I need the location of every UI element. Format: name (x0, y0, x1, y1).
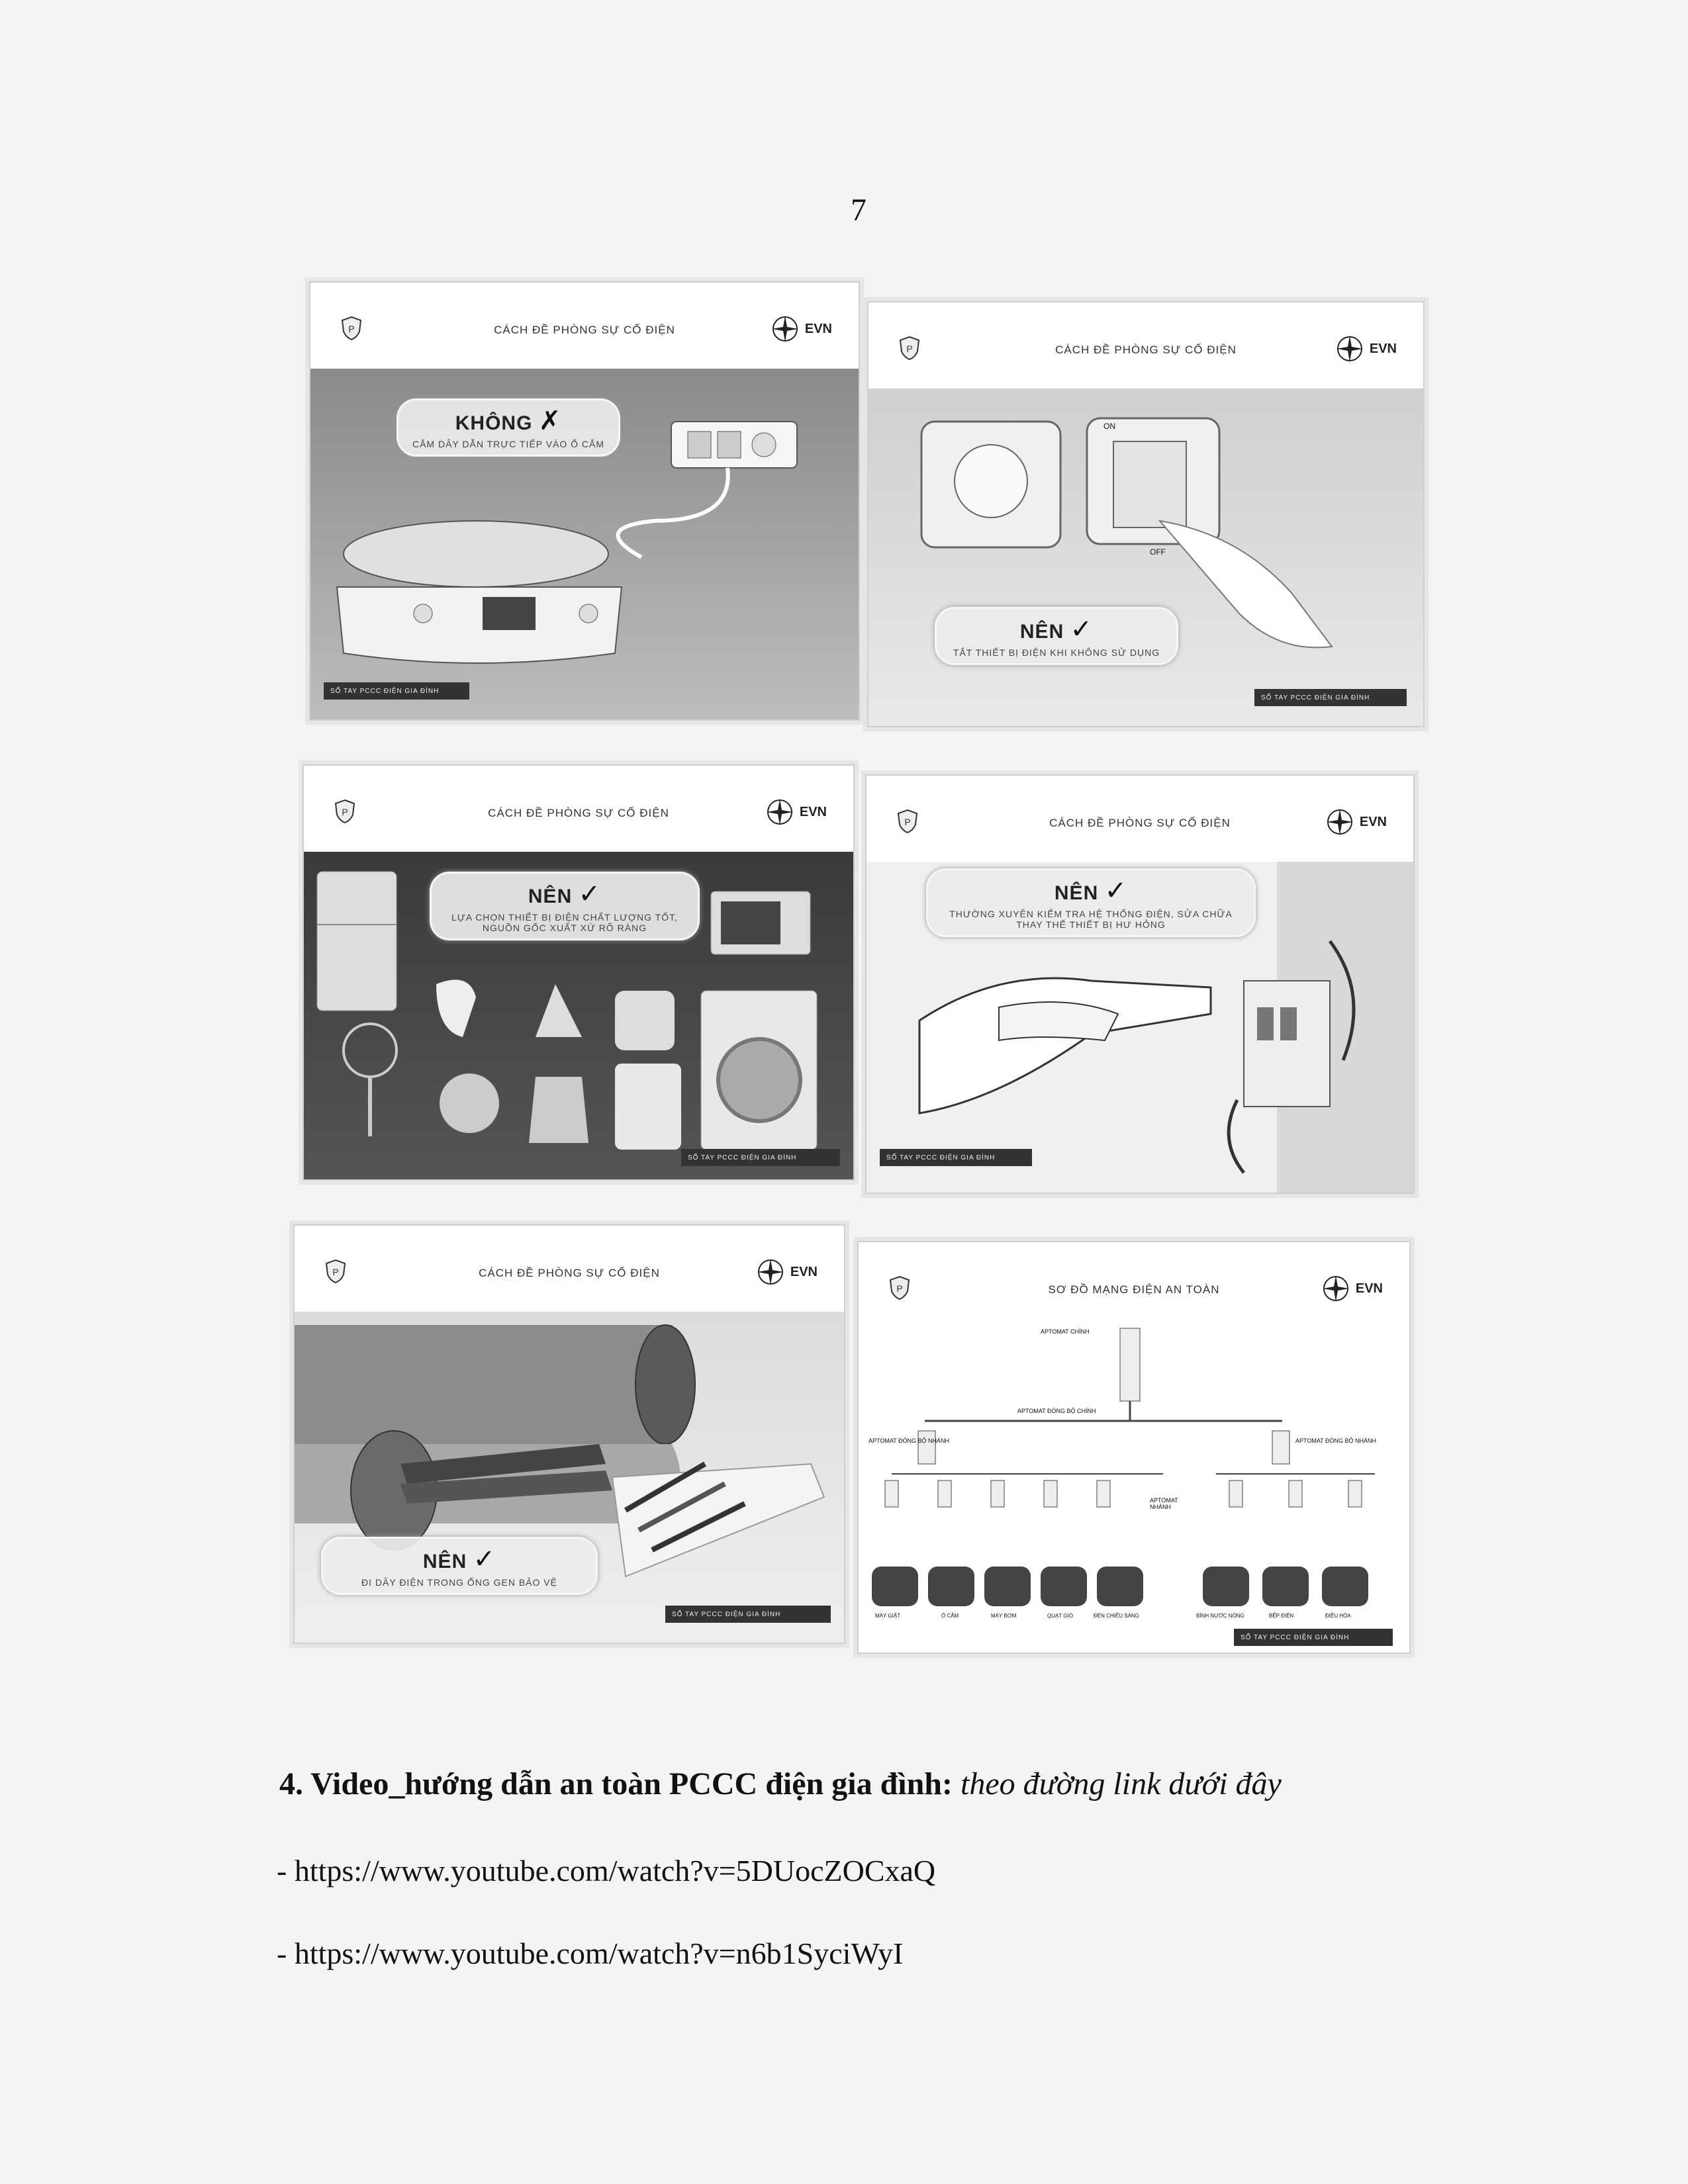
evn-text: EVN (1355, 1281, 1383, 1296)
footer-bar (880, 1149, 1032, 1166)
slide-header (295, 1226, 844, 1313)
evn-logo (765, 797, 827, 827)
device-label: BẾP ĐIỆN (1269, 1613, 1294, 1619)
slide-title: CÁCH ĐỀ PHÒNG SỰ CỐ ĐIỆN (1049, 817, 1231, 829)
check-icon: ✓ (1070, 615, 1094, 644)
slide-illustration (295, 1312, 844, 1643)
video-link-2[interactable]: - https://www.youtube.com/watch?v=n6b1SyciWyI (277, 1936, 904, 1970)
slide-header (868, 302, 1423, 390)
check-icon: ✓ (473, 1545, 496, 1574)
evn-logo (1325, 807, 1387, 837)
slide-header (304, 766, 853, 853)
callout-heading (939, 876, 1243, 906)
callout-text: ĐI DÂY ĐIỆN TRONG ỐNG GEN BẢO VỆ (361, 1577, 557, 1588)
cross-icon: ✗ (538, 406, 562, 435)
device-labels (859, 1613, 1409, 1626)
callout-text: THƯỜNG XUYÊN KIỂM TRA HỆ THỐNG ĐIỆN, SỬA CHỮA THAY THẾ THIẾT BỊ HƯ HỎNG (949, 909, 1233, 930)
callout-text: CẮM DÂY DẪN TRỰC TIẾP VÀO Ổ CẮM (412, 439, 605, 449)
footer-text: SỔ TAY PCCC ĐIỆN GIA ĐÌNH (688, 1154, 797, 1161)
footer-text: SỔ TAY PCCC ĐIỆN GIA ĐÌNH (330, 687, 440, 695)
slide-illustration (867, 862, 1413, 1193)
slide-choose-quality-devices (303, 764, 855, 1181)
wiring-diagram-lines (859, 1322, 1409, 1653)
evn-star-icon (1335, 334, 1364, 363)
callout-heading-text: NÊN (1054, 882, 1099, 904)
callout-heading-text: NÊN (528, 886, 573, 907)
switch-on-label: ON (1103, 422, 1115, 431)
footer-bar (324, 682, 469, 700)
slide-title: CÁCH ĐỀ PHÒNG SỰ CỐ ĐIỆN (494, 324, 675, 336)
evn-text: EVN (804, 321, 832, 336)
label-main-breaker: APTOMAT CHÍNH (1041, 1328, 1090, 1335)
device-label: ĐIỀU HÒA (1325, 1613, 1351, 1619)
slide-conduit-wiring (293, 1224, 845, 1644)
callout-heading-text: NÊN (422, 1551, 467, 1572)
evn-text: EVN (799, 804, 827, 819)
device-label: QUẠT GIÓ (1047, 1613, 1073, 1619)
evn-star-icon (1325, 807, 1354, 837)
slide-safe-network-diagram (857, 1241, 1411, 1654)
slide-title: CÁCH ĐỀ PHÒNG SỰ CỐ ĐIỆN (488, 807, 669, 819)
callout-box (397, 398, 620, 457)
callout-heading (442, 879, 687, 909)
video-link-1[interactable]: - https://www.youtube.com/watch?v=5DUocZOCxaQ (277, 1854, 936, 1888)
slide-turn-off-devices (867, 301, 1425, 727)
footer-bar (1254, 689, 1407, 706)
slide-header (310, 283, 859, 370)
callout-heading-text: NÊN (1019, 621, 1064, 643)
callout-heading (334, 1544, 585, 1574)
footer-bar (665, 1606, 831, 1623)
footer-text: SỔ TAY PCCC ĐIỆN GIA ĐÌNH (672, 1610, 781, 1618)
evn-text: EVN (1369, 341, 1397, 356)
callout-box (321, 1537, 598, 1595)
callout-box (935, 607, 1178, 665)
slide-title: CÁCH ĐỀ PHÒNG SỰ CỐ ĐIỆN (1055, 343, 1237, 356)
evn-logo (756, 1257, 818, 1287)
evn-text: EVN (1359, 814, 1387, 829)
evn-star-icon (765, 797, 794, 827)
device-label: ĐÈN CHIẾU SÁNG (1094, 1613, 1139, 1619)
footer-bar (1234, 1629, 1393, 1646)
footer-text: SỔ TAY PCCC ĐIỆN GIA ĐÌNH (1241, 1633, 1350, 1641)
callout-box (430, 872, 700, 940)
evn-logo (771, 314, 832, 343)
section-heading-bold: 4. Video_hướng dẫn an toàn PCCC điện gia đình: (279, 1766, 953, 1801)
slide-illustration (304, 852, 853, 1179)
evn-text: EVN (790, 1264, 818, 1279)
switch-off-label: OFF (1150, 547, 1166, 557)
label-main-sync-breaker: APTOMAT ĐÓNG BỘ CHÍNH (1017, 1408, 1096, 1414)
page-number: 7 (851, 193, 867, 228)
slide-header (867, 776, 1413, 863)
check-icon: ✓ (578, 880, 602, 909)
section-heading (279, 1766, 1282, 1802)
footer-text: SỔ TAY PCCC ĐIỆN GIA ĐÌNH (886, 1154, 996, 1161)
slide-title: SƠ ĐỒ MẠNG ĐIỆN AN TOÀN (1048, 1283, 1220, 1296)
footer-text: SỔ TAY PCCC ĐIỆN GIA ĐÌNH (1261, 694, 1370, 702)
device-label: Ổ CẮM (941, 1613, 959, 1619)
device-label: BÌNH NƯỚC NÓNG (1196, 1613, 1244, 1619)
evn-logo (1335, 334, 1397, 363)
device-label: MÁY BƠM (991, 1613, 1017, 1619)
callout-box (926, 868, 1256, 937)
callout-heading (947, 614, 1166, 645)
evn-star-icon (771, 314, 800, 343)
label-branch-right: APTOMAT ĐÓNG BỘ NHÁNH (1295, 1437, 1377, 1444)
check-icon: ✓ (1104, 876, 1128, 905)
evn-star-icon (756, 1257, 785, 1287)
footer-bar (681, 1149, 840, 1166)
callout-text: TẮT THIẾT BỊ ĐIỆN KHI KHÔNG SỬ DỤNG (953, 647, 1160, 658)
slide-illustration (868, 388, 1423, 726)
slide-title: CÁCH ĐỀ PHÒNG SỰ CỐ ĐIỆN (479, 1267, 660, 1279)
label-branch-small: APTOMAT NHÁNH (1150, 1497, 1178, 1510)
section-heading-italic: theo đường link dưới đây (960, 1766, 1282, 1801)
switch-illustration (868, 388, 1423, 726)
slide-inspect-system (865, 774, 1415, 1194)
slide-no-plug-direct (309, 281, 860, 721)
device-label: MÁY GIẶT (875, 1613, 901, 1619)
slide-illustration (310, 369, 859, 719)
label-branch-left: APTOMAT ĐÓNG BỘ NHÁNH (868, 1437, 950, 1444)
evn-logo (1321, 1274, 1383, 1303)
wiring-diagram (859, 1322, 1409, 1653)
callout-heading (409, 406, 608, 436)
slide-header (859, 1242, 1409, 1323)
callout-text: LỰA CHỌN THIẾT BỊ ĐIỆN CHẤT LƯỢNG TỐT, NGUỒN GỐC XUẤT XỨ RÕ RÀNG (451, 912, 679, 933)
evn-star-icon (1321, 1274, 1350, 1303)
callout-heading-text: KHÔNG (455, 412, 533, 434)
